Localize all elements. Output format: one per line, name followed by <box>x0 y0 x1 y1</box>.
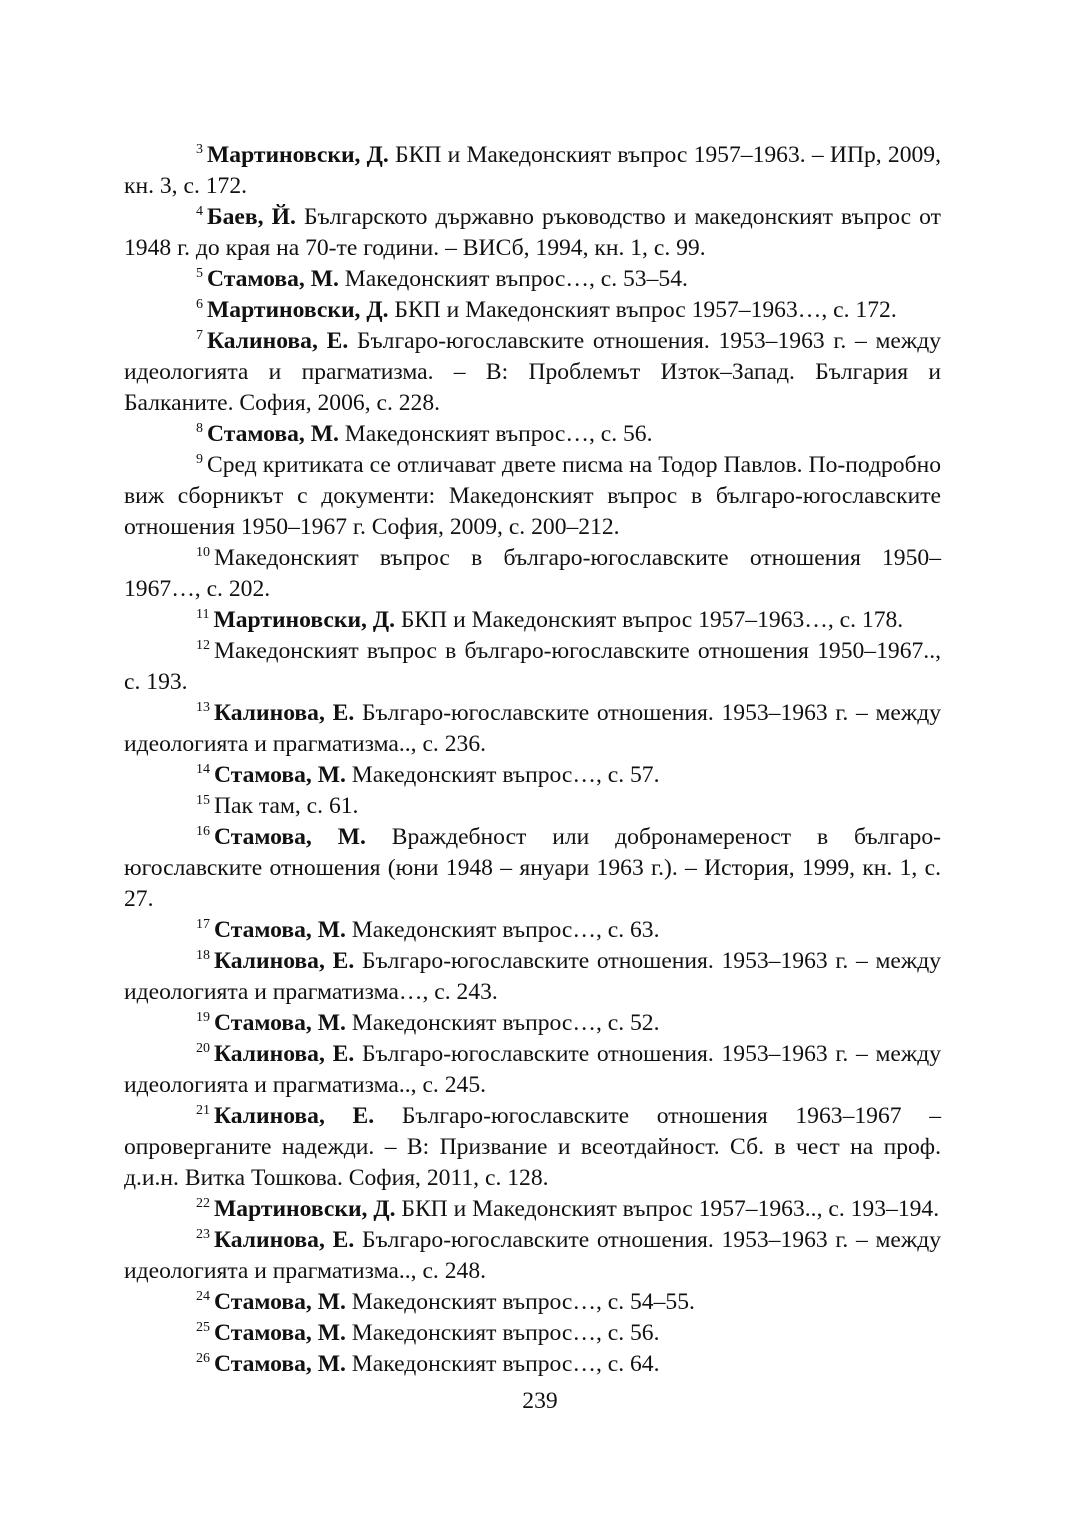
footnote-author: Стамова, М. <box>214 917 346 943</box>
footnote-text: Македонският въпрос…, с. 56. <box>351 1320 660 1346</box>
footnote <box>124 450 941 543</box>
footnote-author: Мартиновски, Д. <box>207 142 389 168</box>
footnote <box>124 1349 941 1380</box>
footnote-number: 14 <box>196 762 210 778</box>
footnote-number: 13 <box>196 700 210 716</box>
footnote-author: Стамова, М. <box>214 1351 346 1377</box>
footnote-number: 24 <box>196 1289 210 1305</box>
footnote-author: Баев, Й. <box>207 204 296 230</box>
footnote <box>124 760 941 791</box>
footnote <box>124 791 941 822</box>
footnote <box>124 202 941 264</box>
footnote-text: Македонският въпрос…, с. 63. <box>351 917 660 943</box>
footnote-number: 17 <box>196 917 210 933</box>
footnote-text: БКП и Македонският въпрос 1957–1963…, с. 178. <box>400 607 904 633</box>
footnote-number: 8 <box>196 421 203 437</box>
footnote-number: 15 <box>196 793 210 809</box>
footnote-author: Калинова, Е. <box>214 1041 355 1067</box>
footnote-text: Македонският въпрос в българо-югославските отношения 1950–1967…, с. 202. <box>124 545 941 602</box>
footnote-author: Стамова, М. <box>207 266 339 292</box>
footnote-text: Македонският въпрос в българо-югославските отношения 1950–1967.., с. 193. <box>124 638 941 695</box>
footnote-number: 19 <box>196 1010 210 1026</box>
footnote-text: Пак там, с. 61. <box>214 793 359 819</box>
footnote-text: Българо-югославските отношения. 1953–1963 г. – между идеологията и прагматизма. – В: Проблемът Изток–Запад. България и Балканите. София, 2006, с. 228. <box>124 328 942 416</box>
footnote <box>124 1008 941 1039</box>
footnote <box>124 1287 941 1318</box>
footnote <box>124 915 941 946</box>
footnote-number: 22 <box>196 1196 210 1212</box>
footnote-text: Македонският въпрос…, с. 57. <box>351 762 660 788</box>
footnote-author: Стамова, М. <box>214 1320 346 1346</box>
footnote-text: Сред критиката се отличават двете писма на Тодор Павлов. По-подробно виж сборникът с документи: Македонският въпрос в българо-югославските отношения 1950–1967 г. София, 2009, с. 200–212. <box>124 452 941 540</box>
footnote-text: Българо-югославските отношения 1963–1967 – опроверганите надежди. – В: Призвание и всеотдайност. Сб. в чест на проф. д.и.н. Витка Тошкова. София, 2011, с. 128. <box>124 1103 942 1191</box>
footnote-number: 12 <box>196 638 210 654</box>
footnote <box>124 605 941 636</box>
footnote-text: БКП и Македонският въпрос 1957–1963. – ИПр, 2009, кн. 3, с. 172. <box>124 142 941 199</box>
footnote-author: Стамова, М. <box>214 824 366 850</box>
footnote-author: Стамова, М. <box>207 421 339 447</box>
footnote <box>124 326 941 419</box>
footnote-text: Българското държавно ръководство и македонският въпрос от 1948 г. до края на 70-те години. – ВИСб, 1994, кн. 1, с. 99. <box>124 204 941 261</box>
footnote-text: Македонският въпрос…, с. 53–54. <box>344 266 688 292</box>
footnote-number: 23 <box>196 1227 210 1243</box>
footnote-text: Българо-югославските отношения. 1953–1963 г. – между идеологията и прагматизма.., с. 248. <box>124 1227 942 1284</box>
footnote-text: БКП и Македонският въпрос 1957–1963…, с. 172. <box>394 297 897 323</box>
footnote-text: Българо-югославските отношения. 1953–1963 г. – между идеологията и прагматизма…, с. 243. <box>124 948 942 1005</box>
footnotes-list <box>124 140 941 1380</box>
footnote-author: Мартиновски, Д. <box>213 607 395 633</box>
footnote <box>124 419 941 450</box>
footnote-number: 6 <box>196 297 203 313</box>
footnote <box>124 1039 941 1101</box>
footnote-number: 5 <box>196 266 203 282</box>
footnote-text: Българо-югославските отношения. 1953–1963 г. – между идеологията и прагматизма.., с. 236. <box>124 700 942 757</box>
footnote-number: 25 <box>196 1320 210 1336</box>
footnote <box>124 1225 941 1287</box>
footnote-number: 26 <box>196 1351 210 1367</box>
footnote-text: Враждебност или добронамереност в българо-югославските отношения (юни 1948 – януари 1963 г.). – История, 1999, кн. 1, с. 27. <box>124 824 942 912</box>
footnote-number: 18 <box>196 948 210 964</box>
footnote-author: Стамова, М. <box>214 1289 346 1315</box>
footnote <box>124 636 941 698</box>
footnote-text: Македонският въпрос…, с. 54–55. <box>351 1289 695 1315</box>
footnote-author: Мартиновски, Д. <box>214 1196 396 1222</box>
footnote-number: 4 <box>196 204 203 220</box>
footnote-number: 21 <box>196 1103 210 1119</box>
footnote-text: Македонският въпрос…, с. 64. <box>351 1351 660 1377</box>
footnote <box>124 822 941 915</box>
footnote-number: 20 <box>196 1041 210 1057</box>
footnote <box>124 1194 941 1225</box>
footnote-text: Македонският въпрос…, с. 52. <box>351 1010 660 1036</box>
footnote-author: Калинова, Е. <box>214 700 355 726</box>
footnote <box>124 295 941 326</box>
footnote-text: Македонският въпрос…, с. 56. <box>344 421 653 447</box>
footnote-number: 7 <box>196 328 203 344</box>
footnote-text: Българо-югославските отношения. 1953–1963 г. – между идеологията и прагматизма.., с. 245. <box>124 1041 942 1098</box>
footnote <box>124 264 941 295</box>
footnote <box>124 543 941 605</box>
footnote <box>124 946 941 1008</box>
footnote-number: 9 <box>196 452 203 468</box>
footnote <box>124 140 941 202</box>
footnote-number: 3 <box>196 142 203 158</box>
footnote-number: 11 <box>196 607 210 623</box>
footnote-author: Калинова, Е. <box>214 948 355 974</box>
footnote-number: 16 <box>196 824 210 840</box>
footnote <box>124 698 941 760</box>
footnote-author: Калинова, Е. <box>214 1227 355 1253</box>
footnote-author: Мартиновски, Д. <box>207 297 389 323</box>
footnote <box>124 1101 941 1194</box>
footnote-author: Калинова, Е. <box>214 1103 375 1129</box>
footnote-number: 10 <box>196 545 210 561</box>
page-number: 239 <box>522 1388 558 1414</box>
footnote <box>124 1318 941 1349</box>
footnote-author: Калинова, Е. <box>207 328 349 354</box>
footnote-author: Стамова, М. <box>214 762 346 788</box>
footnote-text: БКП и Македонският въпрос 1957–1963.., с. 193–194. <box>401 1196 940 1222</box>
footnote-author: Стамова, М. <box>214 1010 346 1036</box>
